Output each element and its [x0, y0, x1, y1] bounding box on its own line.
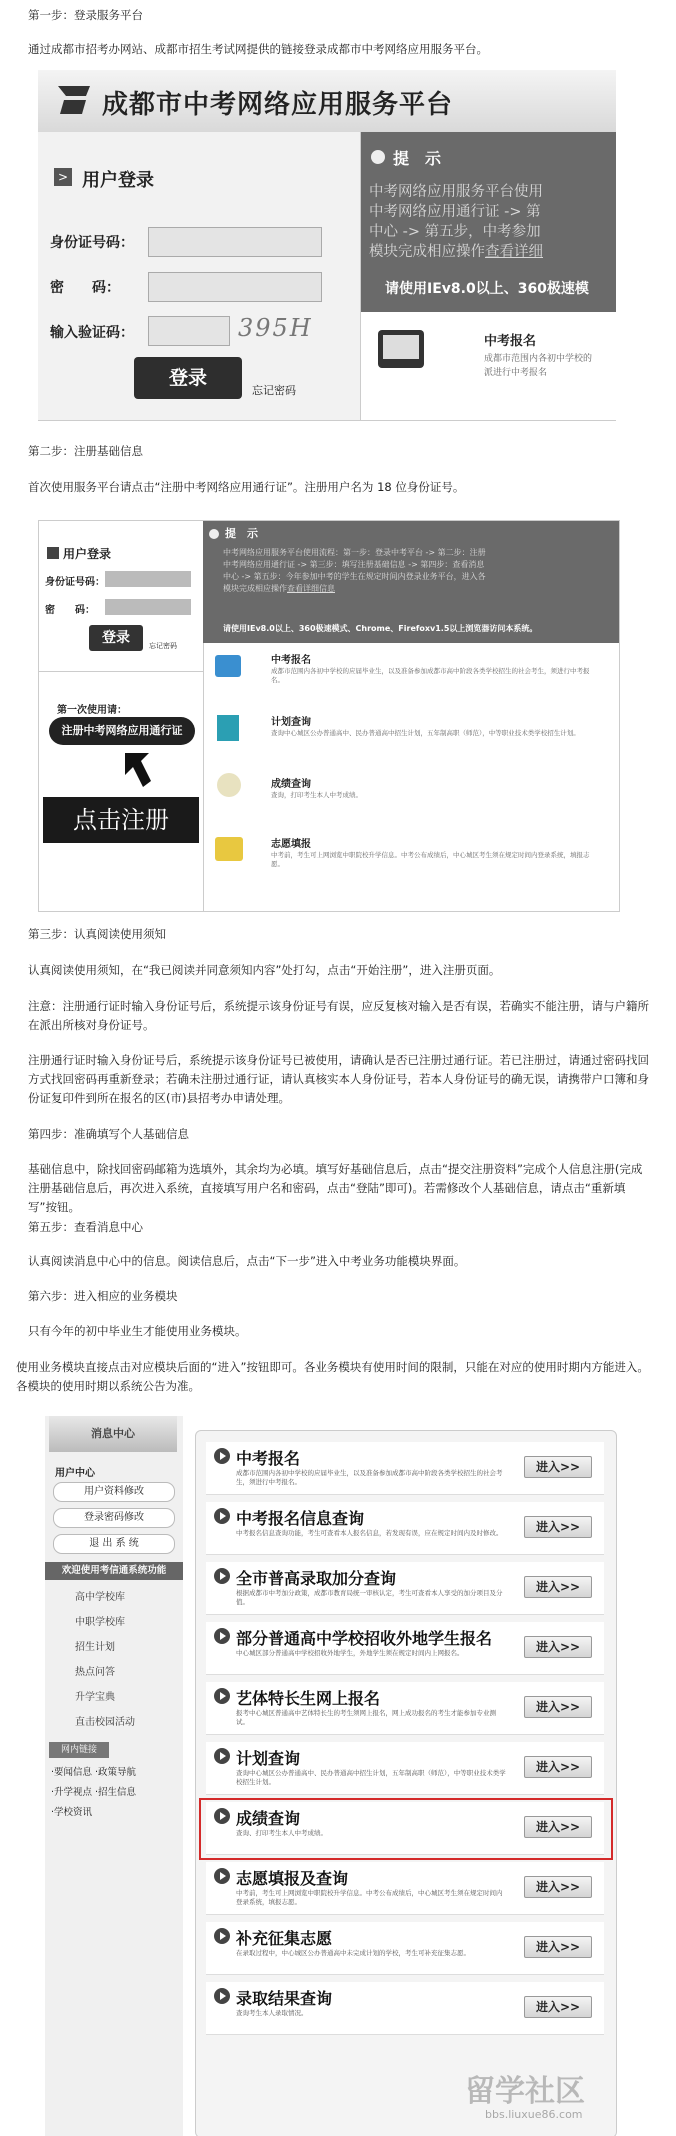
s2-module-desc-1: 成都市范围内各初中学校的应届毕业生，以及准备参加成都市高中阶段各类学校招生的社会考生，须进行中考报名。: [271, 667, 590, 684]
s2-id-label: 身份证号码：: [45, 577, 105, 588]
step2-title: 第二步：注册基础信息: [28, 444, 143, 458]
play-icon: [214, 1928, 230, 1944]
step6-text-2: 使用业务模块直接点击对应模块后面的“进入”按钮即可。各业务模块有使用时间的限制，只能在对应的使用时期内方能进入。各模块的使用时期以系统公告为准。: [16, 1360, 649, 1393]
module-title: 录取结果查询: [236, 1989, 333, 2008]
s2-divider: [39, 671, 203, 672]
password-input[interactable]: [148, 272, 322, 302]
id-input[interactable]: [148, 227, 322, 257]
s2-ie-notice: 请使用IEv8.0以上、360极速模式、Chrome、Firefoxv1.5以上浏览器访问本系统。: [223, 624, 538, 633]
enter-button[interactable]: 进入>>: [524, 1636, 592, 1658]
enter-button[interactable]: 进入>>: [524, 1876, 592, 1898]
nav-faq[interactable]: [45, 1663, 183, 1683]
nav-guide[interactable]: [45, 1688, 183, 1708]
s2-login-button[interactable]: 登录: [89, 625, 143, 651]
s2-module-desc-2: 查询中心城区公办普通高中、民办普通高中招生计划，五年制高职（师范），中等职业技术类学校招生计划。: [271, 729, 580, 737]
tip-line-2: 中考网络应用通行证 -> 第: [369, 204, 541, 220]
nav-enrollment-plan[interactable]: [45, 1638, 183, 1658]
step4-title: 第四步：准确填写个人基础信息: [28, 1127, 189, 1141]
module-row: [206, 1922, 604, 1975]
module-title[interactable]: 中考报名: [484, 334, 537, 349]
site-banner: [38, 70, 616, 132]
link-row-3[interactable]: ·学校资讯: [51, 1807, 93, 1818]
module-row: [206, 1862, 604, 1915]
module-row: [206, 1682, 604, 1735]
link-row-2[interactable]: ·升学视点 ·招生信息: [51, 1787, 137, 1798]
nav-label: 直击校园活动: [75, 1717, 135, 1728]
nav-campus-activities[interactable]: [45, 1713, 183, 1733]
step6-title: 第六步：进入相应的业务模块: [28, 1289, 178, 1303]
s2-tip-panel: [203, 521, 619, 643]
tip-arrow-icon: [371, 150, 385, 164]
s2-module-icon-1: [215, 655, 241, 677]
user-profile-button[interactable]: 用户资料修改: [53, 1482, 175, 1502]
note-2: 注册通行证时输入身份证号后，系统提示该身份证号已被使用，请确认是否已注册过通行证。若已注册过，请通过密码找回方式找回密码再重新登录；若确未注册过通行证，请认真核实本人身份证号，若本人身份证号的确无误，请携带户口簿和身份证复印件到所在报名的区(市)县招考办申请处理。: [28, 1053, 649, 1105]
play-icon: [214, 1448, 230, 1464]
login-button[interactable]: 登录: [134, 357, 242, 399]
click-register-label: 点击注册: [43, 797, 199, 843]
watermark-url: bbs.liuxue86.com: [485, 2108, 583, 2121]
tip-heading: 提 示: [393, 149, 442, 168]
captcha-input[interactable]: [148, 316, 230, 346]
site-logo-icon: [56, 82, 92, 118]
link-row-1[interactable]: ·要闻信息 ·政策导航: [51, 1767, 137, 1778]
step2-text: 首次使用服务平台请点击“注册中考网络应用通行证”。注册用户名为 18 位身份证号。: [28, 480, 465, 494]
nav-vocational-school[interactable]: [45, 1613, 183, 1633]
s2-tip-heading: 提 示: [225, 527, 258, 540]
module-desc: 成都市范围内各初中学校的应届毕业生，以及准备参加成都市高中阶段各类学校招生的社会考生，须进行中考报名。: [236, 1469, 503, 1486]
module-title: 补充征集志愿: [236, 1929, 333, 1948]
enter-button[interactable]: 进入>>: [524, 1756, 592, 1778]
password-label: 密 码：: [50, 280, 120, 296]
s2-module-desc-4: 中考前，考生可上网浏览中职院校升学信息。中考公布成绩后，中心城区考生须在规定时间内登录系统，填报志愿。: [271, 851, 590, 868]
nav-label: 升学宝典: [75, 1692, 115, 1703]
s2-forgot-link[interactable]: 忘记密码: [149, 642, 177, 650]
s3-sidebar: [45, 1416, 183, 2136]
business-modules-screenshot: [45, 1416, 627, 2136]
nav-label: 热点问答: [75, 1667, 115, 1678]
s2-module-title-4[interactable]: 志愿填报: [271, 839, 311, 850]
step1-title: 第一步：登录服务平台: [28, 8, 143, 22]
tip-line-1: 中考网络应用服务平台使用: [369, 184, 543, 200]
user-center-heading: 用户中心: [55, 1468, 95, 1479]
enter-button[interactable]: 进入>>: [524, 1456, 592, 1478]
first-use-label: 第一次使用请：: [57, 705, 127, 716]
play-icon: [214, 1508, 230, 1524]
s2-module-icon-4: [215, 837, 243, 861]
module-desc: 报考中心城区普通高中艺体特长生的考生须网上报名，网上成功报名的考生才能参加专业测试。: [236, 1709, 496, 1726]
tip-panel: [361, 132, 616, 312]
module-title: 成绩查询: [236, 1809, 301, 1828]
s2-module-icon-2: [217, 715, 239, 741]
s2-module-icon-3: [217, 773, 241, 797]
play-icon: [214, 1628, 230, 1644]
s2-module-title-1[interactable]: 中考报名: [271, 655, 311, 666]
module-desc: 查询考生本人录取情况。: [236, 2009, 308, 2017]
s2-arrow-icon: [47, 547, 59, 559]
step3-text: 认真阅读使用须知，在“我已阅读并同意须知内容”处打勾，点击“开始注册”，进入注册页面。: [28, 963, 501, 977]
note-1: 注意：注册通行证时输入身份证号后，系统提示该身份证号有误，应反复核对输入是否有误，若确实不能注册，请与户籍所在派出所核对身份证号。: [28, 999, 649, 1032]
tip-line-4: [369, 240, 543, 261]
play-icon: [214, 1568, 230, 1584]
module-desc: 中考报名信息查询功能，考生可查看本人报名信息，若发现有误，应在规定时间内及时修改。: [236, 1529, 503, 1537]
arrow-icon: >: [54, 168, 72, 186]
step3-title: 第三步：认真阅读使用须知: [28, 927, 166, 941]
tip-detail-link[interactable]: 查看详细: [485, 244, 543, 260]
step1-text: 通过成都市招考办网站、成都市招生考试网提供的链接登录成都市中考网络应用服务平台。: [28, 42, 488, 56]
play-icon: [214, 1748, 230, 1764]
s2-tip-line-4: [223, 583, 335, 594]
step5-title: 第五步：查看消息中心: [28, 1220, 143, 1234]
s2-login-heading: 用户登录: [63, 547, 112, 561]
play-icon: [214, 1808, 230, 1824]
s2-tip-icon: [209, 529, 219, 539]
ie-notice: 请使用IEv8.0以上、360极速模: [385, 281, 589, 297]
s2-password-input[interactable]: [105, 599, 191, 615]
tip-line-4-text: 模块完成相应操作: [369, 244, 485, 260]
module-row: [206, 1442, 604, 1495]
nav-label: 中职学校库: [75, 1617, 125, 1628]
register-page-screenshot: [38, 520, 620, 912]
module-title: 中考报名信息查询: [236, 1509, 365, 1528]
s2-module-title-2[interactable]: 计划查询: [271, 717, 311, 728]
nav-high-school[interactable]: [45, 1588, 183, 1608]
module-desc: 中心城区部分普通高中学校招收外地学生，外地学生须在规定时间内上网报名。: [236, 1649, 464, 1657]
s2-id-input[interactable]: [105, 571, 191, 587]
enter-button[interactable]: 进入>>: [524, 1696, 592, 1718]
s2-tip-line-4-text: 模块完成相应操作: [223, 584, 287, 593]
play-icon: [214, 1988, 230, 2004]
module-desc: 成都市范围内各初中学校的 派进行中考报名: [484, 354, 593, 378]
module-row: [206, 1622, 604, 1675]
module-title: 艺体特长生网上报名: [236, 1689, 381, 1708]
module-desc: 查询、打印考生本人中考成绩。: [236, 1829, 327, 1837]
nav-label: 高中学校库: [75, 1592, 125, 1603]
tip-line-3: 中心 -> 第五步，中考参加: [369, 224, 541, 240]
s2-module-desc-3: 查询，打印考生本人中考成绩。: [271, 791, 362, 799]
module-title: 部分普通高中学校招收外地学生报名: [236, 1629, 493, 1648]
msg-center-banner[interactable]: 消息中心: [49, 1416, 177, 1452]
s2-password-label: 密 码：: [45, 605, 95, 616]
captcha-label: 输入验证码：: [50, 325, 134, 341]
logout-button[interactable]: 退 出 系 统: [53, 1534, 175, 1554]
module-row-highlighted: [206, 1802, 604, 1855]
module-desc: 根据成都市中考加分政策，成都市教育局统一审核认定，考生可查看本人享受的加分项目及分值。: [236, 1589, 503, 1606]
module-title: 中考报名: [236, 1449, 301, 1468]
module-row: [206, 1982, 604, 2035]
watermark-logo: 留学社区: [465, 2074, 585, 2109]
captcha-image[interactable]: 395H: [238, 314, 313, 342]
module-row: [206, 1742, 604, 1795]
s2-login-panel: [39, 521, 204, 911]
play-icon: [214, 1868, 230, 1884]
s2-module-title-3[interactable]: 成绩查询: [271, 779, 311, 790]
module-desc: 在录取过程中，中心城区公办普通高中未完成计划的学校，考生可补充征集志愿。: [236, 1949, 470, 1957]
module-title: 志愿填报及查询: [236, 1869, 349, 1888]
module-desc: 查询中心城区公办普通高中、民办普通高中招生计划，五年制高职（师范），中等职业技术类学校招生计划。: [236, 1769, 506, 1786]
module-row: [206, 1562, 604, 1615]
enter-button[interactable]: 进入>>: [524, 1996, 592, 2018]
enter-button[interactable]: 进入>>: [524, 1576, 592, 1598]
s2-tip-detail-link[interactable]: 查看详细信息: [287, 584, 335, 593]
login-page-screenshot: [38, 70, 616, 421]
s2-tip-line-2: 中考网络应用通行证 -> 第三步：填写注册基础信息 -> 第四步：查看消息: [223, 560, 485, 569]
module-desc: 中考前，考生可上网浏览中职院校升学信息。中考公布成绩后，中心城区考生须在规定时间内登录系统，填报志愿。: [236, 1889, 503, 1906]
step5-text: 认真阅读消息中心中的信息。阅读信息后，点击“下一步”进入中考业务功能模块界面。: [28, 1254, 466, 1268]
links-heading: 网内链接: [49, 1742, 109, 1758]
enter-button[interactable]: 进入>>: [524, 1816, 592, 1838]
enter-button[interactable]: 进入>>: [524, 1936, 592, 1958]
site-title: 成都市中考网络应用服务平台: [102, 90, 454, 120]
forgot-password-link[interactable]: 忘记密码: [252, 384, 296, 397]
module-row: [206, 1502, 604, 1555]
module-title: 全市普高录取加分查询: [236, 1569, 397, 1588]
login-heading: 用户登录: [82, 170, 154, 191]
welcome-heading: 欢迎使用考信通系统功能: [45, 1562, 183, 1580]
id-label: 身份证号码：: [50, 235, 134, 251]
enter-button[interactable]: 进入>>: [524, 1516, 592, 1538]
play-icon: [214, 1688, 230, 1704]
step6-text-1: 只有今年的初中毕业生才能使用业务模块。: [28, 1324, 247, 1338]
monitor-icon: [378, 330, 424, 368]
module-title: 计划查询: [236, 1749, 301, 1768]
login-panel: [38, 132, 361, 420]
s2-tip-line-3: 中心 -> 第五步：今年参加中考的学生在规定时间内登录业务平台，进入各: [223, 572, 486, 581]
nav-label: 招生计划: [75, 1642, 115, 1653]
pointer-arrow-icon: [123, 751, 153, 791]
step4-text: 基础信息中，除找回密码邮箱为选填外，其余均为必填。填写好基础信息后，点击“提交注册资料”完成个人信息注册(完成注册基础信息后，再次进入系统，直接填写用户名和密码，点击“登陆”即可)。若需修改个人基础信息，请点击“重新填写”按钮。: [28, 1162, 643, 1214]
s2-tip-line-1: 中考网络应用服务平台使用流程：第一步：登录中考平台 -> 第二步：注册: [223, 548, 486, 557]
change-password-button[interactable]: 登录密码修改: [53, 1508, 175, 1528]
register-button[interactable]: 注册中考网络应用通行证: [49, 717, 195, 745]
